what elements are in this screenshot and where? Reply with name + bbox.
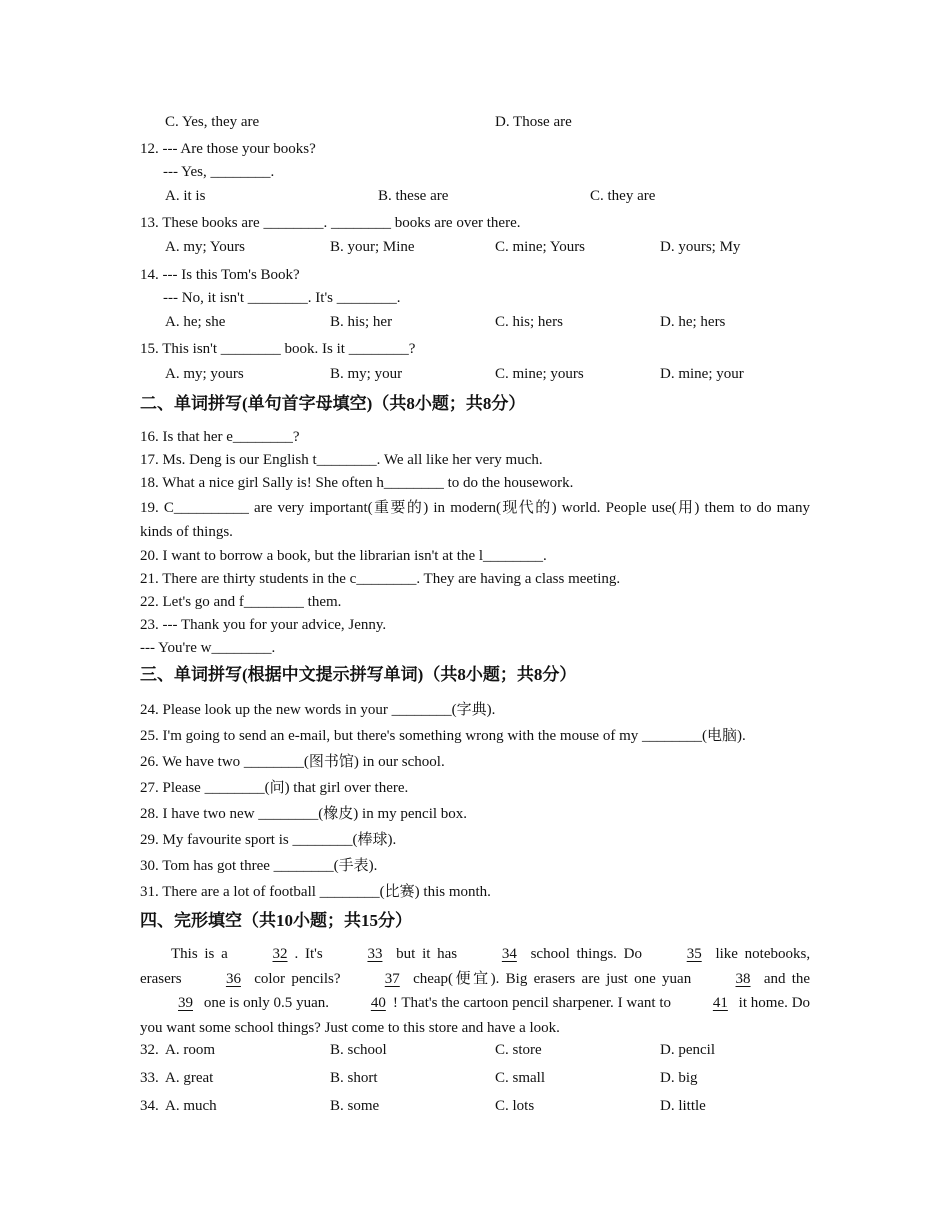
- q34-option-c: C. lots: [495, 1098, 535, 1114]
- q14-option-d: D. he; hers: [660, 314, 726, 330]
- q29: 29. My favourite sport is ________(棒球).: [140, 832, 397, 848]
- q28: 28. I have two new ________(橡皮) in my pencil box.: [140, 806, 468, 822]
- cloze-blank-38: 38: [735, 970, 751, 987]
- section4-heading: 四、完形填空（共10小题；共15分）: [140, 911, 412, 930]
- section3-heading: 三、单词拼写(根据中文提示拼写单词)（共8小题；共8分）: [140, 665, 577, 684]
- q15-option-b: B. my; your: [330, 366, 403, 382]
- cloze-blank-37: 37: [384, 970, 400, 987]
- q21: 21. There are thirty students in the c________. They are having a class meeting.: [140, 571, 621, 587]
- q33-option-d: D. big: [660, 1070, 698, 1086]
- cloze-blank-33: 33: [367, 946, 383, 962]
- cloze-blank-39: 39: [178, 995, 193, 1011]
- q24: 24. Please look up the new words in your ________(字典).: [140, 702, 496, 718]
- q33-number: 33.: [140, 1070, 159, 1086]
- q13-option-d: D. yours; My: [660, 239, 741, 255]
- q31: 31. There are a lot of football ________(比赛) this month.: [140, 884, 491, 900]
- cloze-blank-32: 32: [272, 946, 288, 962]
- q27: 27. Please ________(问) that girl over there.: [140, 780, 409, 796]
- q32-option-d: D. pencil: [660, 1042, 715, 1058]
- cloze-blank-34: 34: [501, 946, 517, 962]
- q34-option-a: A. much: [165, 1098, 217, 1114]
- q12-option-b: B. these are: [378, 188, 449, 204]
- q23-line2: --- You're w________.: [140, 640, 276, 656]
- q32-option-c: C. store: [495, 1042, 542, 1058]
- q14-option-c: C. his; hers: [495, 314, 563, 330]
- q13-option-b: B. your; Mine: [330, 239, 415, 255]
- q14-stem: 14. --- Is this Tom's Book?: [140, 267, 300, 283]
- q12-line2: --- Yes, ________.: [163, 164, 275, 180]
- q34-number: 34.: [140, 1098, 159, 1114]
- q32-option-b: B. school: [330, 1042, 387, 1058]
- q13-option-a: A. my; Yours: [165, 239, 246, 255]
- q12-option-a: A. it is: [165, 188, 206, 204]
- q14-option-a: A. he; she: [165, 314, 226, 330]
- q19: 19. C__________ are very important(重要的) in modern(现代的) world. People use(用) them to do many: [140, 500, 810, 516]
- cloze-blank-35: 35: [686, 946, 702, 962]
- q15-option-c: C. mine; yours: [495, 366, 584, 382]
- q12-option-c: C. they are: [590, 188, 656, 204]
- q19-cont: kinds of things.: [140, 524, 233, 540]
- q26: 26. We have two ________(图书馆) in our school.: [140, 754, 445, 770]
- q32-number: 32.: [140, 1042, 159, 1058]
- q11-option-c: C. Yes, they are: [165, 114, 260, 130]
- q11-option-d: D. Those are: [495, 114, 572, 130]
- q33-option-b: B. short: [330, 1070, 378, 1086]
- q17: 17. Ms. Deng is our English t________. We all like her very much.: [140, 452, 543, 468]
- q12-stem: 12. --- Are those your books?: [140, 141, 316, 157]
- q13-stem: 13. These books are ________. ________ books are over there.: [140, 215, 521, 231]
- q32-option-a: A. room: [165, 1042, 215, 1058]
- q34-option-d: D. little: [660, 1098, 706, 1114]
- q34-option-b: B. some: [330, 1098, 380, 1114]
- q18: 18. What a nice girl Sally is! She often h________ to do the housework.: [140, 475, 574, 491]
- q23: 23. --- Thank you for your advice, Jenny.: [140, 617, 387, 633]
- section2-heading: 二、单词拼写(单句首字母填空)（共8小题；共8分）: [140, 394, 526, 413]
- q22: 22. Let's go and f________ them.: [140, 594, 342, 610]
- q16: 16. Is that her e________?: [140, 429, 300, 445]
- cloze-blank-41: 41: [712, 995, 728, 1011]
- q15-stem: 15. This isn't ________ book. Is it ________?: [140, 341, 416, 357]
- cloze-blank-36: 36: [225, 970, 241, 987]
- q33-option-c: C. small: [495, 1070, 546, 1086]
- cloze-passage: This is a 32 . It's 33 but it has 34 school things. Do 35 like notebooks, erasers 36 color pencils? 37 cheap(便宜). Big erasers are just one yuan 38 and the 39 one is only 0.5 yuan. 40 ! That's the cartoon pencil sharpener. I want to 41 it home. Do you want some school things? Just come to this store and have a look.: [140, 942, 810, 1040]
- q30: 30. Tom has got three ________(手表).: [140, 858, 378, 874]
- q20: 20. I want to borrow a book, but the librarian isn't at the l________.: [140, 548, 547, 564]
- q15-option-a: A. my; yours: [165, 366, 244, 382]
- q14-option-b: B. his; her: [330, 314, 393, 330]
- cloze-blank-40: 40: [370, 995, 386, 1011]
- q25: 25. I'm going to send an e-mail, but there's something wrong with the mouse of my ________(电脑).: [140, 728, 746, 744]
- q33-option-a: A. great: [165, 1070, 214, 1086]
- q15-option-d: D. mine; your: [660, 366, 744, 382]
- q13-option-c: C. mine; Yours: [495, 239, 586, 255]
- q14-line2: --- No, it isn't ________. It's ________.: [163, 290, 401, 306]
